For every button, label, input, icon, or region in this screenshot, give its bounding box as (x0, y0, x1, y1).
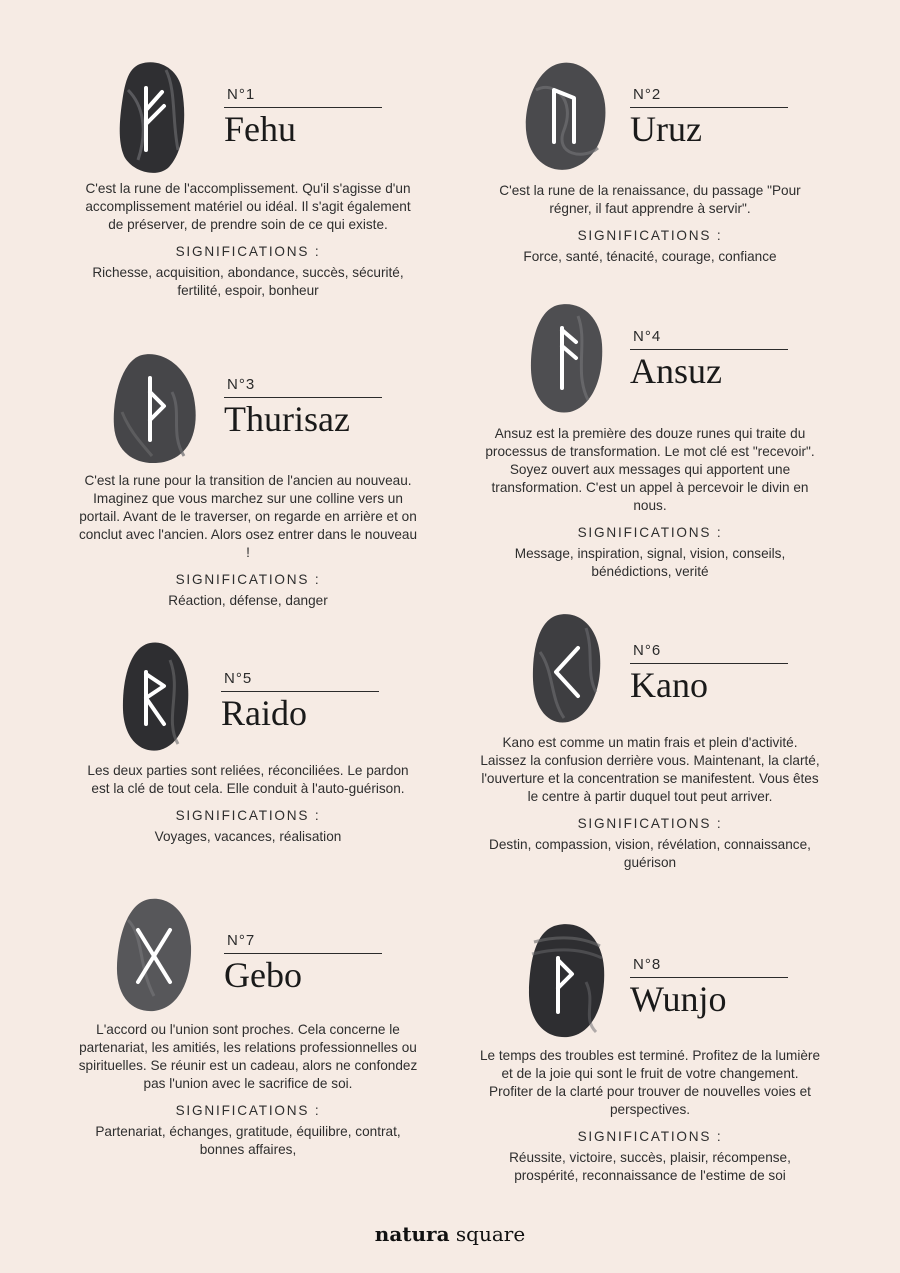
rune-text-block (480, 182, 820, 266)
rune-description: C'est la rune de l'accomplissement. Qu'il s'agisse d'un accomplissement matériel ou idéal. Il s'agit également de préserver, de prendre soin de ce qui existe. (85, 181, 411, 232)
significations-label: SIGNIFICATIONS : (577, 228, 723, 243)
rune-stone-image (526, 922, 606, 1040)
rune-header (630, 956, 788, 1020)
rune-stone-image (524, 60, 609, 172)
rune-card-thurisaz (78, 352, 418, 622)
brand-regular: square (455, 1222, 526, 1246)
rune-text-block (480, 1047, 820, 1185)
rune-stone-image (114, 896, 194, 1014)
significations-values: Voyages, vacances, réalisation (154, 829, 342, 844)
rune-name: Raido (221, 693, 307, 733)
rune-header (630, 86, 788, 150)
rune-header (630, 642, 788, 706)
rune-card-uruz (480, 60, 820, 280)
divider (221, 691, 379, 692)
rune-number: N°2 (633, 86, 662, 103)
brand-bold: natura (374, 1222, 450, 1246)
rune-card-wunjo (480, 922, 820, 1202)
significations-label: SIGNIFICATIONS : (577, 525, 723, 540)
rune-description: C'est la rune pour la transition de l'ancien au nouveau. Imaginez que vous marchez sur une colline vers un portail. Avant de le traverser, on regarde en arrière et on conclut avec l'ancien. Alors osez entrer dans le nouveau ! (78, 473, 418, 560)
rune-description: L'accord ou l'union sont proches. Cela concerne le partenariat, les amitiés, les relations professionnelles ou spirituelles. Se réunir est un cadeau, alors ne confondez pas l'union avec le sacrifice de soi. (78, 1022, 418, 1091)
rune-text-block (78, 762, 418, 846)
rune-number: N°6 (633, 642, 662, 659)
rune-card-ansuz (480, 302, 820, 582)
rune-card-raido (78, 640, 418, 870)
rune-header (224, 86, 382, 150)
rune-name: Ansuz (630, 351, 722, 391)
rune-stone-image (120, 640, 190, 752)
divider (630, 349, 788, 350)
rune-number: N°7 (227, 932, 256, 949)
significations-values: Partenariat, échanges, gratitude, équilibre, contrat, bonnes affaires, (95, 1124, 401, 1157)
significations-values: Richesse, acquisition, abondance, succès, sécurité, fertilité, espoir, bonheur (92, 265, 404, 298)
rune-text-block (480, 734, 820, 872)
significations-values: Réussite, victoire, succès, plaisir, récompense, prospérité, reconnaissance de l'estime de soi (509, 1150, 791, 1183)
rune-name: Thurisaz (224, 399, 350, 439)
rune-name: Wunjo (630, 979, 727, 1019)
rune-header (224, 932, 382, 996)
divider (224, 397, 382, 398)
rune-description: Ansuz est la première des douze runes qui traite du processus de transformation. Le mot clé est "recevoir". Soyez ouvert aux messages qui apportent une transformation. C'est un appel à percevoir le divin en nous. (485, 426, 815, 513)
rune-name: Uruz (630, 109, 702, 149)
divider (224, 107, 382, 108)
rune-text-block (480, 425, 820, 581)
rune-number: N°4 (633, 328, 662, 345)
rune-text-block (78, 472, 418, 610)
rune-header (224, 376, 382, 440)
divider (630, 663, 788, 664)
rune-name: Gebo (224, 955, 302, 995)
rune-number: N°1 (227, 86, 256, 103)
rune-text-block (78, 1021, 418, 1159)
significations-label: SIGNIFICATIONS : (175, 572, 321, 587)
significations-label: SIGNIFICATIONS : (175, 808, 321, 823)
brand-logo (0, 1222, 900, 1246)
significations-values: Destin, compassion, vision, révélation, connaissance, guérison (489, 837, 811, 870)
significations-label: SIGNIFICATIONS : (175, 244, 321, 259)
rune-number: N°3 (227, 376, 256, 393)
rune-stone-image (118, 60, 188, 175)
rune-header (221, 670, 379, 734)
rune-stone-image (112, 352, 200, 464)
rune-header (630, 328, 788, 392)
significations-label: SIGNIFICATIONS : (577, 816, 723, 831)
divider (224, 953, 382, 954)
rune-number: N°8 (633, 956, 662, 973)
rune-number: N°5 (224, 670, 253, 687)
significations-label: SIGNIFICATIONS : (577, 1129, 723, 1144)
rune-stone-image (528, 302, 604, 414)
rune-card-kano (480, 612, 820, 892)
rune-name: Fehu (224, 109, 296, 149)
significations-values: Réaction, défense, danger (168, 593, 328, 608)
significations-label: SIGNIFICATIONS : (175, 1103, 321, 1118)
rune-card-fehu (78, 60, 418, 330)
rune-text-block (78, 180, 418, 300)
rune-description: Les deux parties sont reliées, réconciliées. Le pardon est la clé de tout cela. Elle conduit à l'auto-guérison. (87, 763, 409, 796)
divider (630, 107, 788, 108)
rune-stone-image (530, 612, 602, 724)
rune-description: Kano est comme un matin frais et plein d'activité. Laissez la confusion derrière vous. Maintenant, la clarté, l'ouverture et la concentration se manifestent. Vous êtes le centre à partir duquel tout peut arriver. (480, 735, 820, 804)
rune-description: C'est la rune de la renaissance, du passage "Pour régner, il faut apprendre à servir". (499, 183, 801, 216)
rune-name: Kano (630, 665, 708, 705)
significations-values: Message, inspiration, signal, vision, conseils, bénédictions, verité (514, 546, 786, 579)
divider (630, 977, 788, 978)
rune-description: Le temps des troubles est terminé. Profitez de la lumière et de la joie qui sont le fruit de votre changement. Profiter de la clarté pour trouver de nouvelles voies et perspectives. (480, 1048, 821, 1117)
significations-values: Force, santé, ténacité, courage, confiance (523, 249, 777, 264)
rune-card-gebo (78, 896, 418, 1196)
